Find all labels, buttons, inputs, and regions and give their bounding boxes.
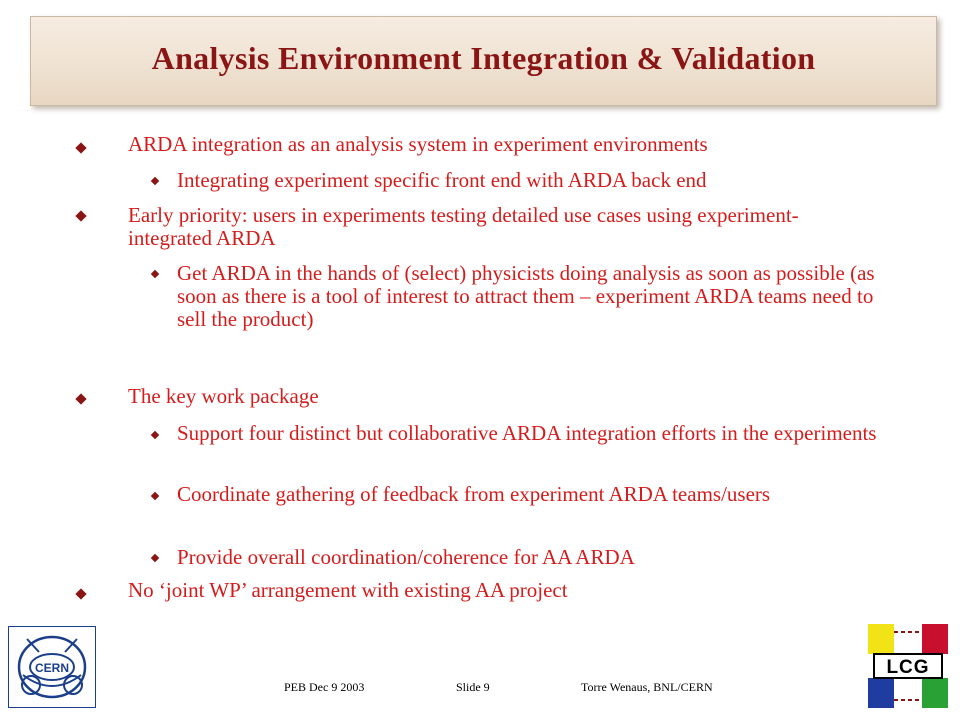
diamond-bullet-icon <box>75 393 86 404</box>
footer-slide-number: Slide 9 <box>456 680 490 694</box>
cern-logo-icon <box>9 627 95 707</box>
bullet-item: Early priority: users in experiments testing detailed use cases using experiment-integrated ARDA <box>128 203 799 250</box>
bullet-item: Get ARDA in the hands of (select) physicists doing analysis as soon as possible (as soon as there is a tool of interest to attract them – experiment ARDA teams need to sell the product) <box>177 261 875 331</box>
cern-logo-text: CERN <box>34 661 70 675</box>
cern-logo <box>8 626 96 708</box>
lcg-logo <box>866 622 950 710</box>
bullet-item: Coordinate gathering of feedback from experiment ARDA teams/users <box>177 482 771 506</box>
diamond-subbullet-icon <box>151 177 159 185</box>
bullet-item: Provide overall coordination/coherence for AA ARDA <box>177 545 635 569</box>
bullet-item: Integrating experiment specific front end with ARDA back end <box>177 168 707 192</box>
lcg-logo-icon <box>866 622 950 710</box>
diamond-bullet-icon <box>75 142 86 153</box>
diamond-subbullet-icon <box>151 492 159 500</box>
diamond-subbullet-icon <box>151 431 159 439</box>
bullet-item: The key work package <box>128 384 319 408</box>
diamond-bullet-icon <box>75 210 86 221</box>
diamond-bullet-icon <box>75 588 86 599</box>
footer-author: Torre Wenaus, BNL/CERN <box>581 680 713 694</box>
slide-title: Analysis Environment Integration & Validation <box>151 39 816 76</box>
diamond-subbullet-icon <box>151 554 159 562</box>
footer-event: PEB Dec 9 2003 <box>284 680 365 694</box>
diamond-subbullet-icon <box>151 270 159 278</box>
bullet-item: No ‘joint WP’ arrangement with existing AA project <box>128 578 568 602</box>
lcg-logo-text: LCG <box>886 657 930 678</box>
bullet-item: ARDA integration as an analysis system in experiment environments <box>128 132 708 156</box>
bullet-item: Support four distinct but collaborative ARDA integration efforts in the experiments <box>177 421 877 445</box>
